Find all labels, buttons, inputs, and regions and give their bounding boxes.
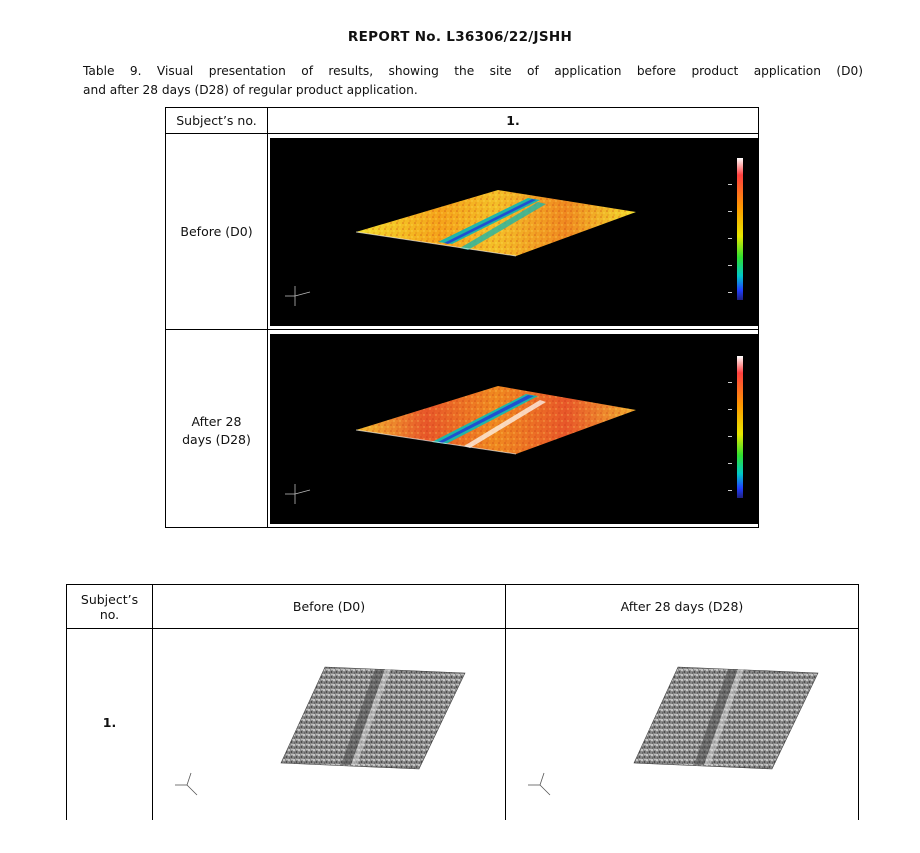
topography-scan-before bbox=[270, 138, 758, 326]
topography-table bbox=[165, 107, 759, 528]
caption-line-2: and after 28 days (D28) of regular product application. bbox=[83, 83, 418, 97]
column-divider bbox=[267, 108, 268, 527]
color-scale-bar bbox=[737, 356, 743, 498]
report-title: REPORT No. L36306/22/JSHH bbox=[347, 29, 573, 45]
row-label-after-line2: days (D28) bbox=[182, 432, 251, 447]
header-subject-line1: Subject’s bbox=[80, 591, 139, 607]
subject-number: 1. bbox=[102, 715, 117, 730]
header-subject-value: 1. bbox=[506, 113, 520, 128]
row-label-after bbox=[166, 413, 267, 449]
color-scale-bar bbox=[737, 158, 743, 300]
table-bottom-border bbox=[66, 584, 859, 820]
header-after: After 28 days (D28) bbox=[620, 599, 744, 614]
row-label-before-text: Before (D0) bbox=[180, 224, 253, 239]
surface-3d-before-image bbox=[270, 138, 758, 326]
row-divider bbox=[166, 133, 758, 134]
row-label-before bbox=[166, 223, 267, 241]
row-divider bbox=[166, 329, 758, 330]
header-subject-line2: no. bbox=[99, 606, 120, 622]
row-label-after-line1: After 28 bbox=[191, 414, 242, 429]
header-subject-no: Subject’s no. bbox=[176, 113, 257, 128]
axis-triad-icon bbox=[285, 484, 310, 504]
surface-3d-after-image bbox=[270, 334, 758, 524]
topography-scan-after bbox=[270, 334, 758, 524]
caption-line-1: Table 9. Visual presentation of results, showing the site of application before product application (D0) bbox=[83, 64, 863, 78]
header-before: Before (D0) bbox=[292, 599, 366, 614]
table-caption bbox=[83, 62, 863, 100]
axis-triad-icon bbox=[285, 286, 310, 306]
